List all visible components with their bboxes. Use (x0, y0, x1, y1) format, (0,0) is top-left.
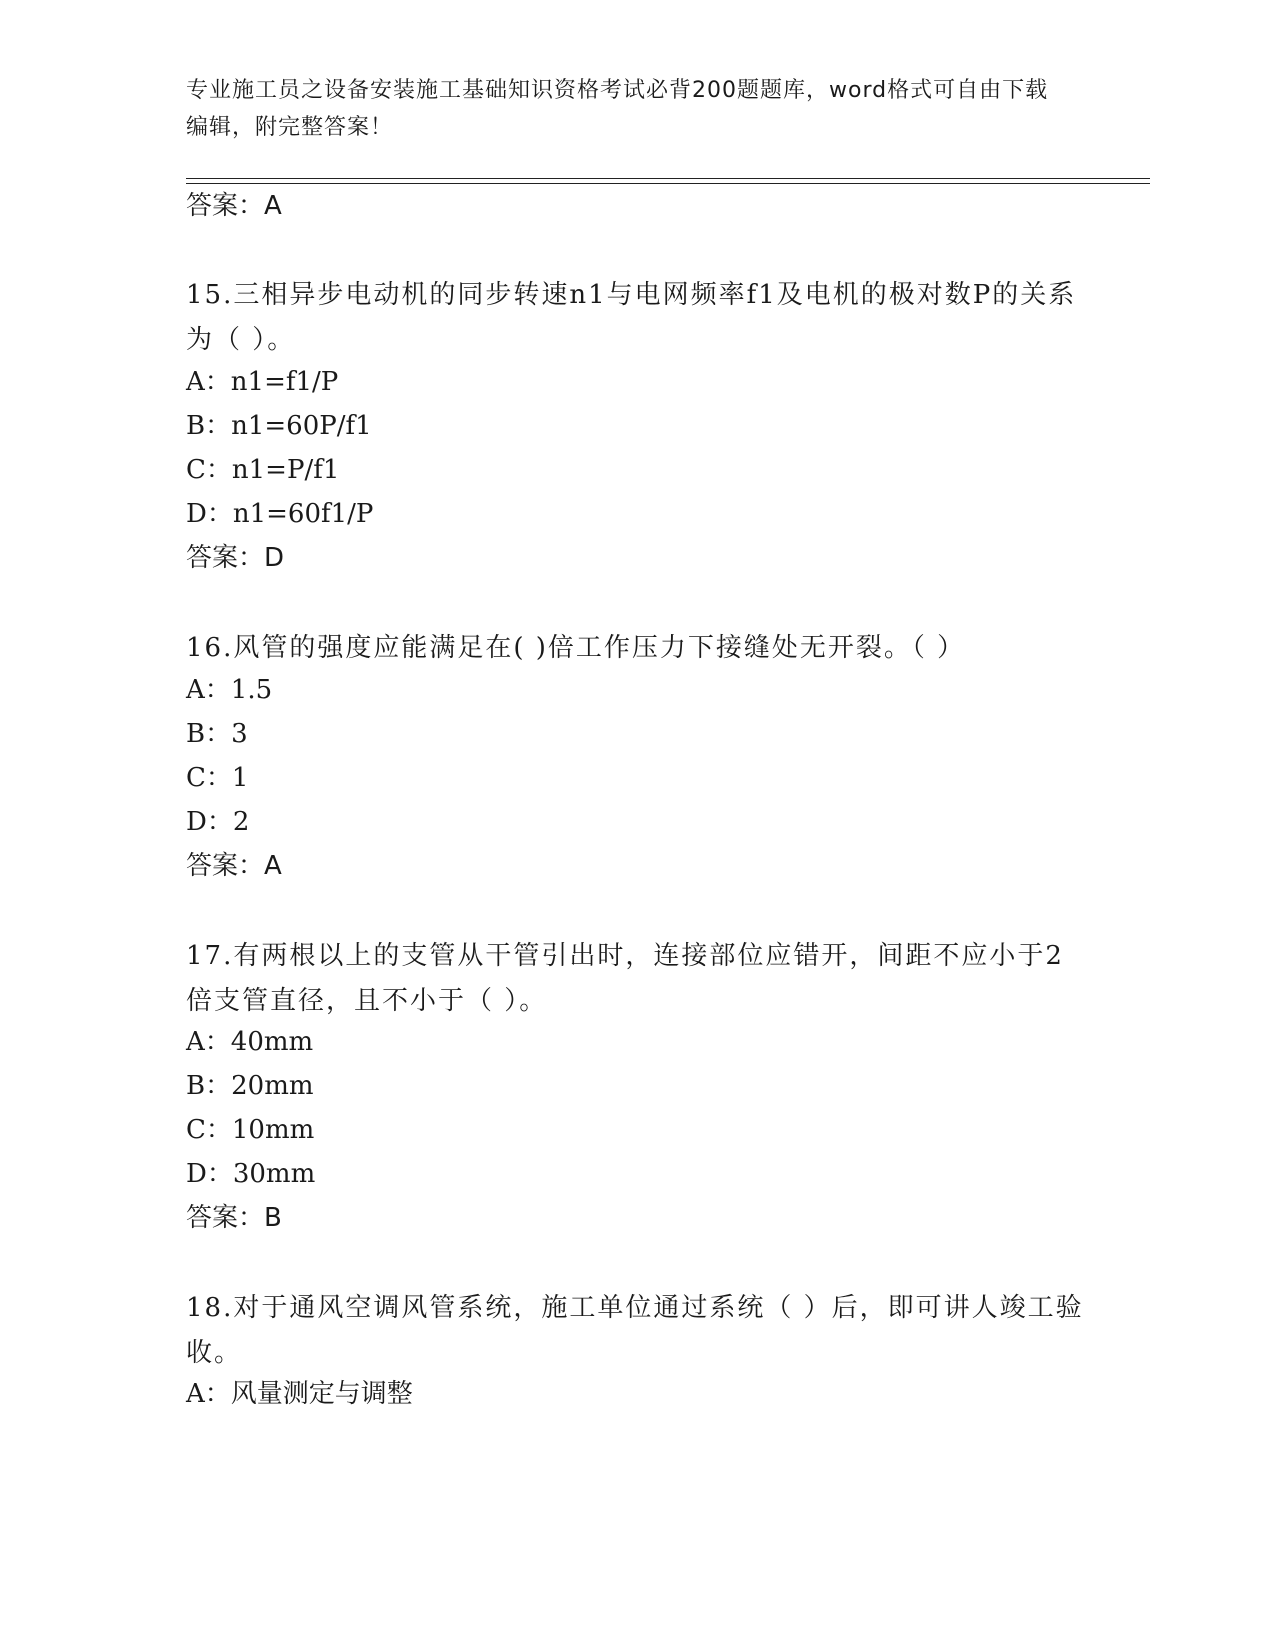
question-17-stem: 17.有两根以上的支管从干管引出时，连接部位应错开，间距不应小于2倍支管直径，且不小于（ ）。 (186, 941, 1064, 1016)
question-16-option-c: C：1 (186, 763, 249, 793)
question-18-stem: 18.对于通风空调风管系统，施工单位通过系统（ ）后，即可讲人竣工验收。 (186, 1293, 1084, 1368)
question-18-option-a: A：风量测定与调整 (186, 1379, 413, 1409)
question-15-option-a: A：n1=f1/P (186, 367, 339, 397)
question-17-answer: 答案：B (186, 1203, 282, 1233)
question-16-option-a: A：1.5 (186, 675, 273, 705)
question-17-option-b: B：20mm (186, 1071, 314, 1101)
document-header: 专业施工员之设备安装施工基础知识资格考试必背200题题库，word格式可自由下载编辑，附完整答案！ (186, 78, 1049, 140)
question-15-stem: 15.三相异步电动机的同步转速n1与电网频率f1及电机的极对数P的关系为（ ）。 (186, 280, 1077, 355)
question-17-option-d: D：30mm (186, 1159, 316, 1189)
header-divider-line-second (186, 183, 1150, 184)
question-16-option-b: B：3 (186, 719, 248, 749)
question-15-option-b: B：n1=60P/f1 (186, 411, 372, 441)
question-17-option-c: C：10mm (186, 1115, 315, 1145)
question-15-option-c: C：n1=P/f1 (186, 455, 340, 485)
question-16-option-d: D：2 (186, 807, 250, 837)
question-15-option-d: D：n1=60f1/P (186, 499, 374, 529)
header-divider-line (186, 178, 1150, 179)
question-17-option-a: A：40mm (186, 1027, 314, 1057)
previous-answer: 答案：A (186, 191, 282, 221)
question-16-answer: 答案：A (186, 851, 282, 881)
question-15-answer: 答案：D (186, 543, 285, 573)
question-16-stem: 16.风管的强度应能满足在( )倍工作压力下接缝处无开裂。（ ） (186, 633, 966, 663)
